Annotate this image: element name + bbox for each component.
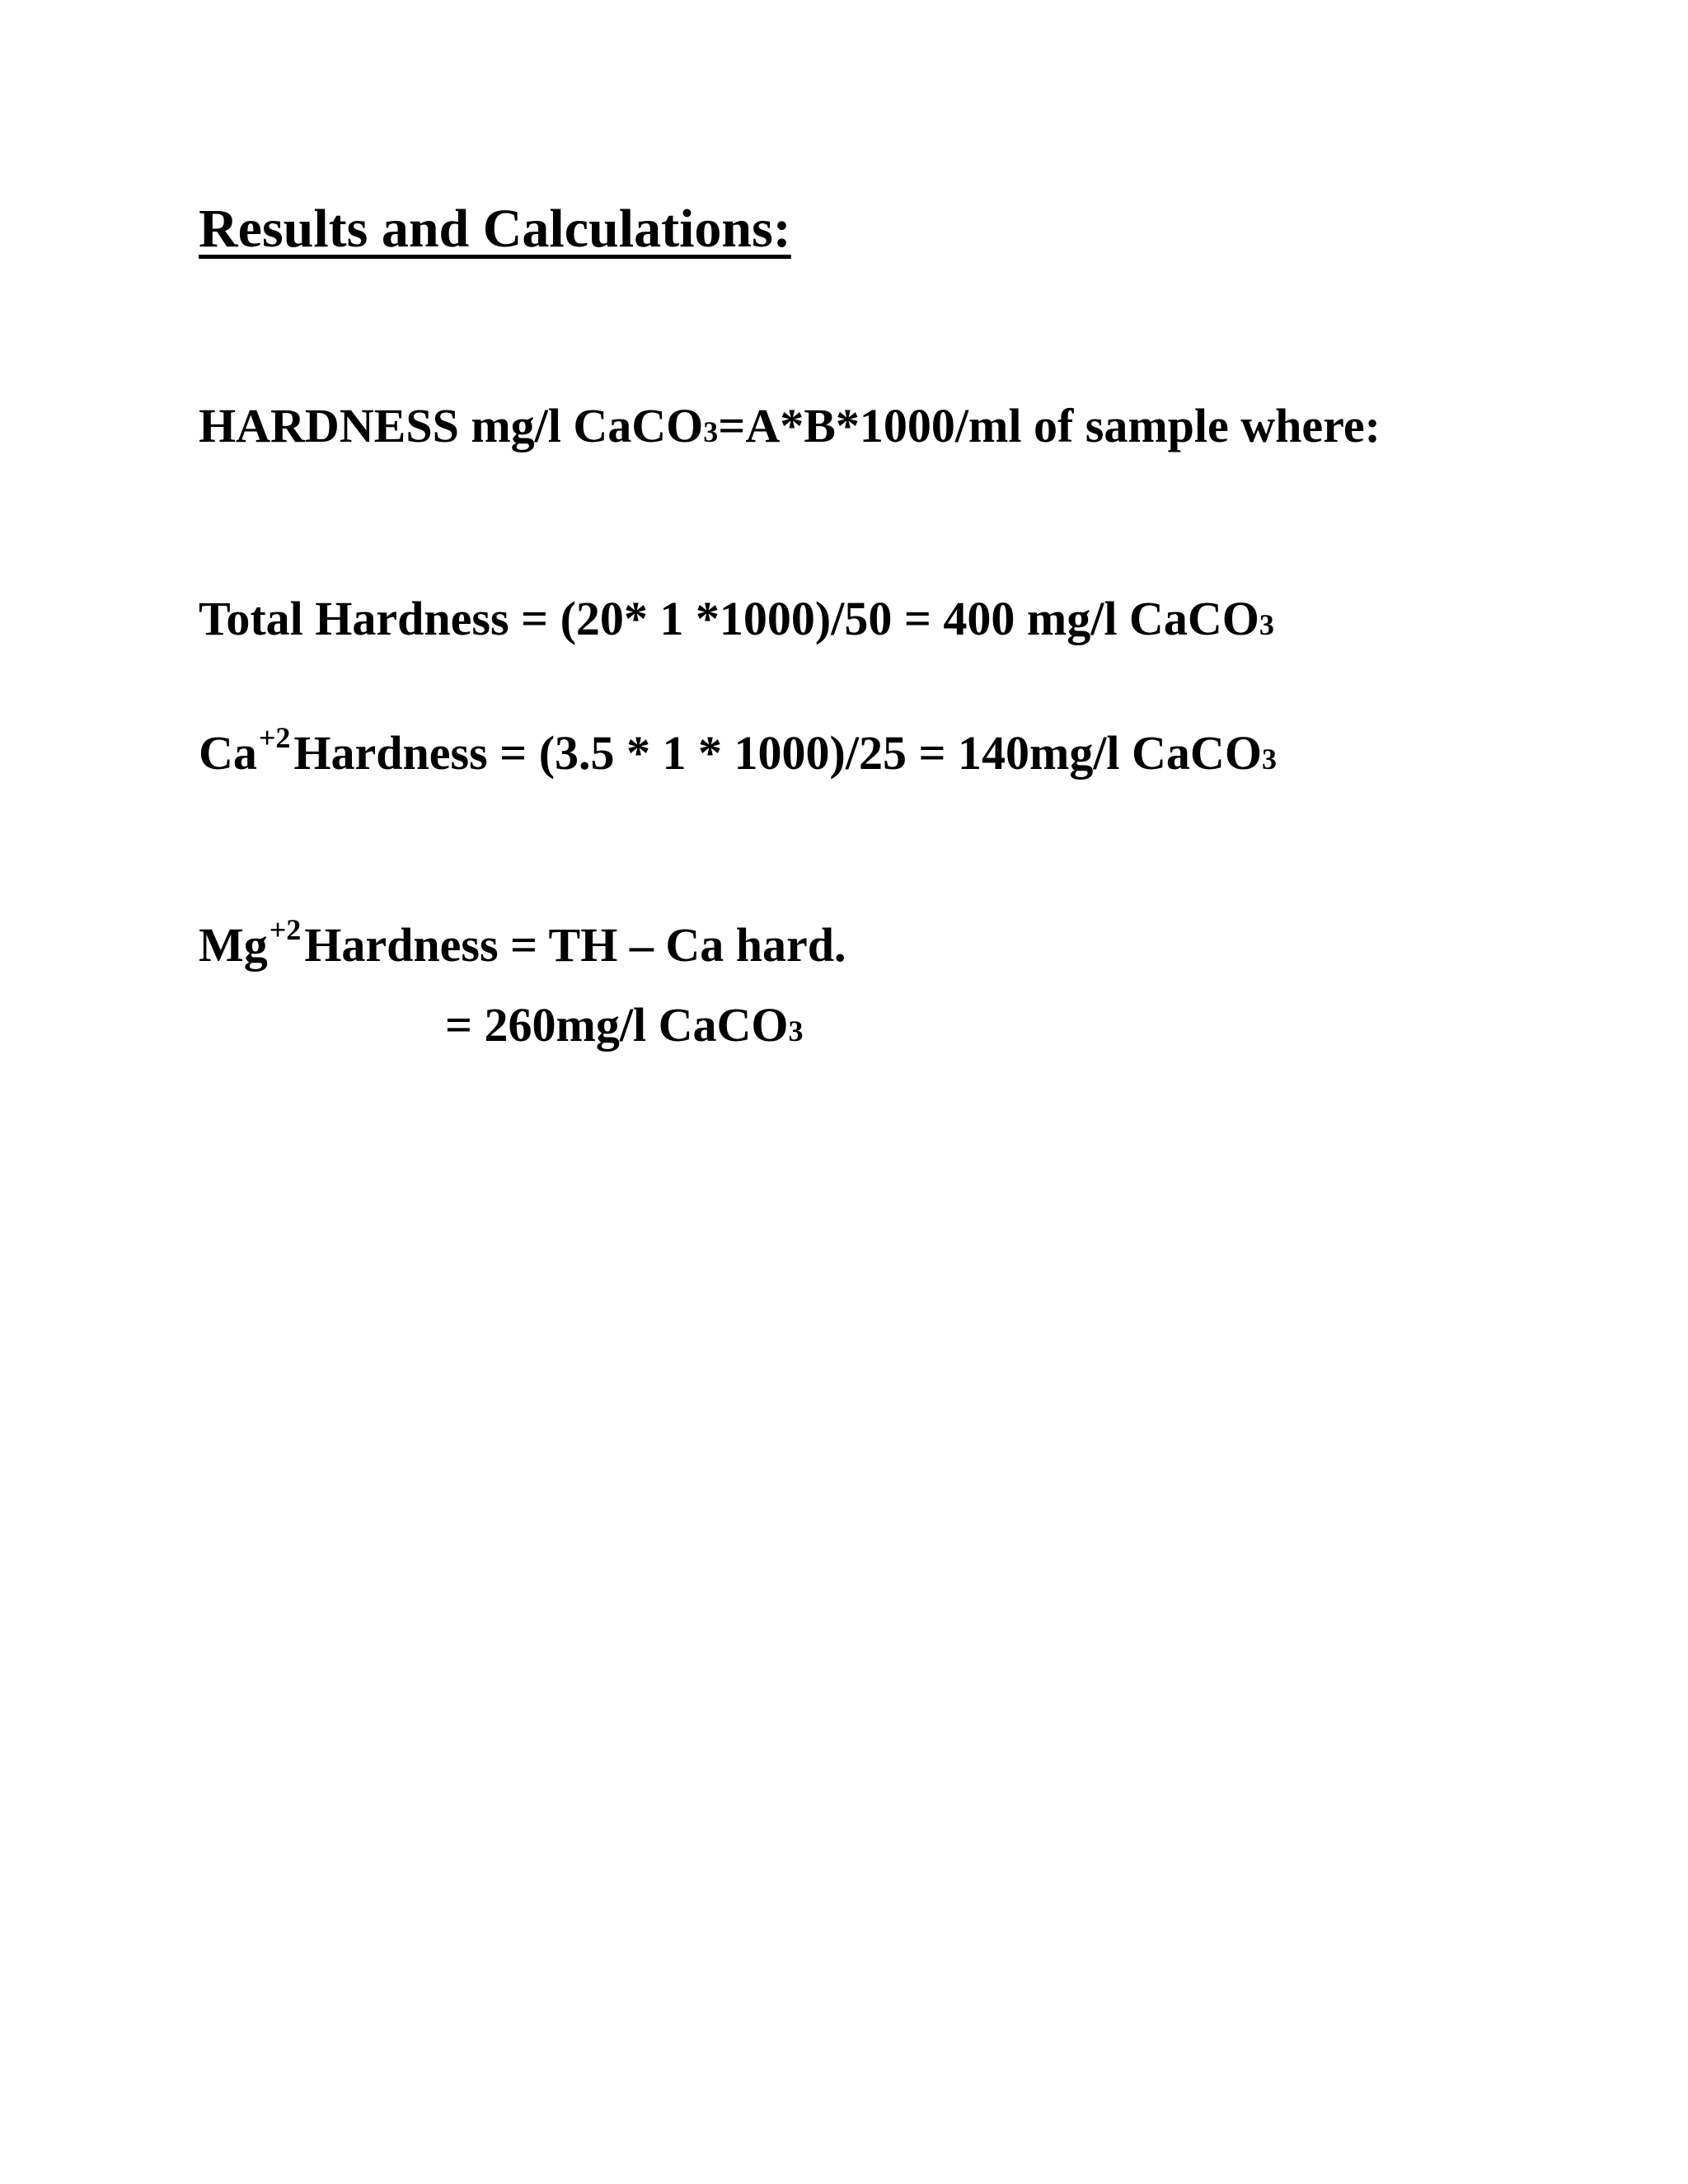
total-hardness-subscript: 3: [1259, 608, 1274, 641]
mg-hardness-result: [445, 998, 804, 1052]
ca-ion: Ca: [199, 726, 257, 780]
mg-hardness-text: Hardness = TH – Ca hard.: [304, 918, 846, 972]
mg-charge: +2: [269, 913, 302, 946]
mg-ion: Mg: [199, 918, 268, 972]
total-hardness-line: [199, 592, 1274, 645]
formula-suffix: =A*B*1000/ml of sample where:: [718, 399, 1381, 452]
mg-hardness-line: [199, 913, 846, 972]
ca-hardness-subscript: 3: [1261, 743, 1277, 776]
formula-prefix: HARDNESS mg/l CaCO: [199, 399, 704, 452]
mg-result-text: = 260mg/l CaCO: [445, 998, 789, 1052]
ca-charge: +2: [258, 721, 291, 754]
total-hardness-text: Total Hardness = (20* 1 *1000)/50 = 400 mg/l CaCO: [199, 592, 1259, 645]
ca-hardness-text: Hardness = (3.5 * 1 * 1000)/25 = 140mg/l CaCO: [293, 726, 1262, 780]
mg-result-subscript: 3: [788, 1015, 804, 1047]
hardness-formula: [199, 399, 1381, 452]
ca-hardness-line: [199, 721, 1277, 780]
formula-subscript: 3: [703, 415, 719, 448]
page-title: Results and Calculations:: [199, 199, 791, 259]
